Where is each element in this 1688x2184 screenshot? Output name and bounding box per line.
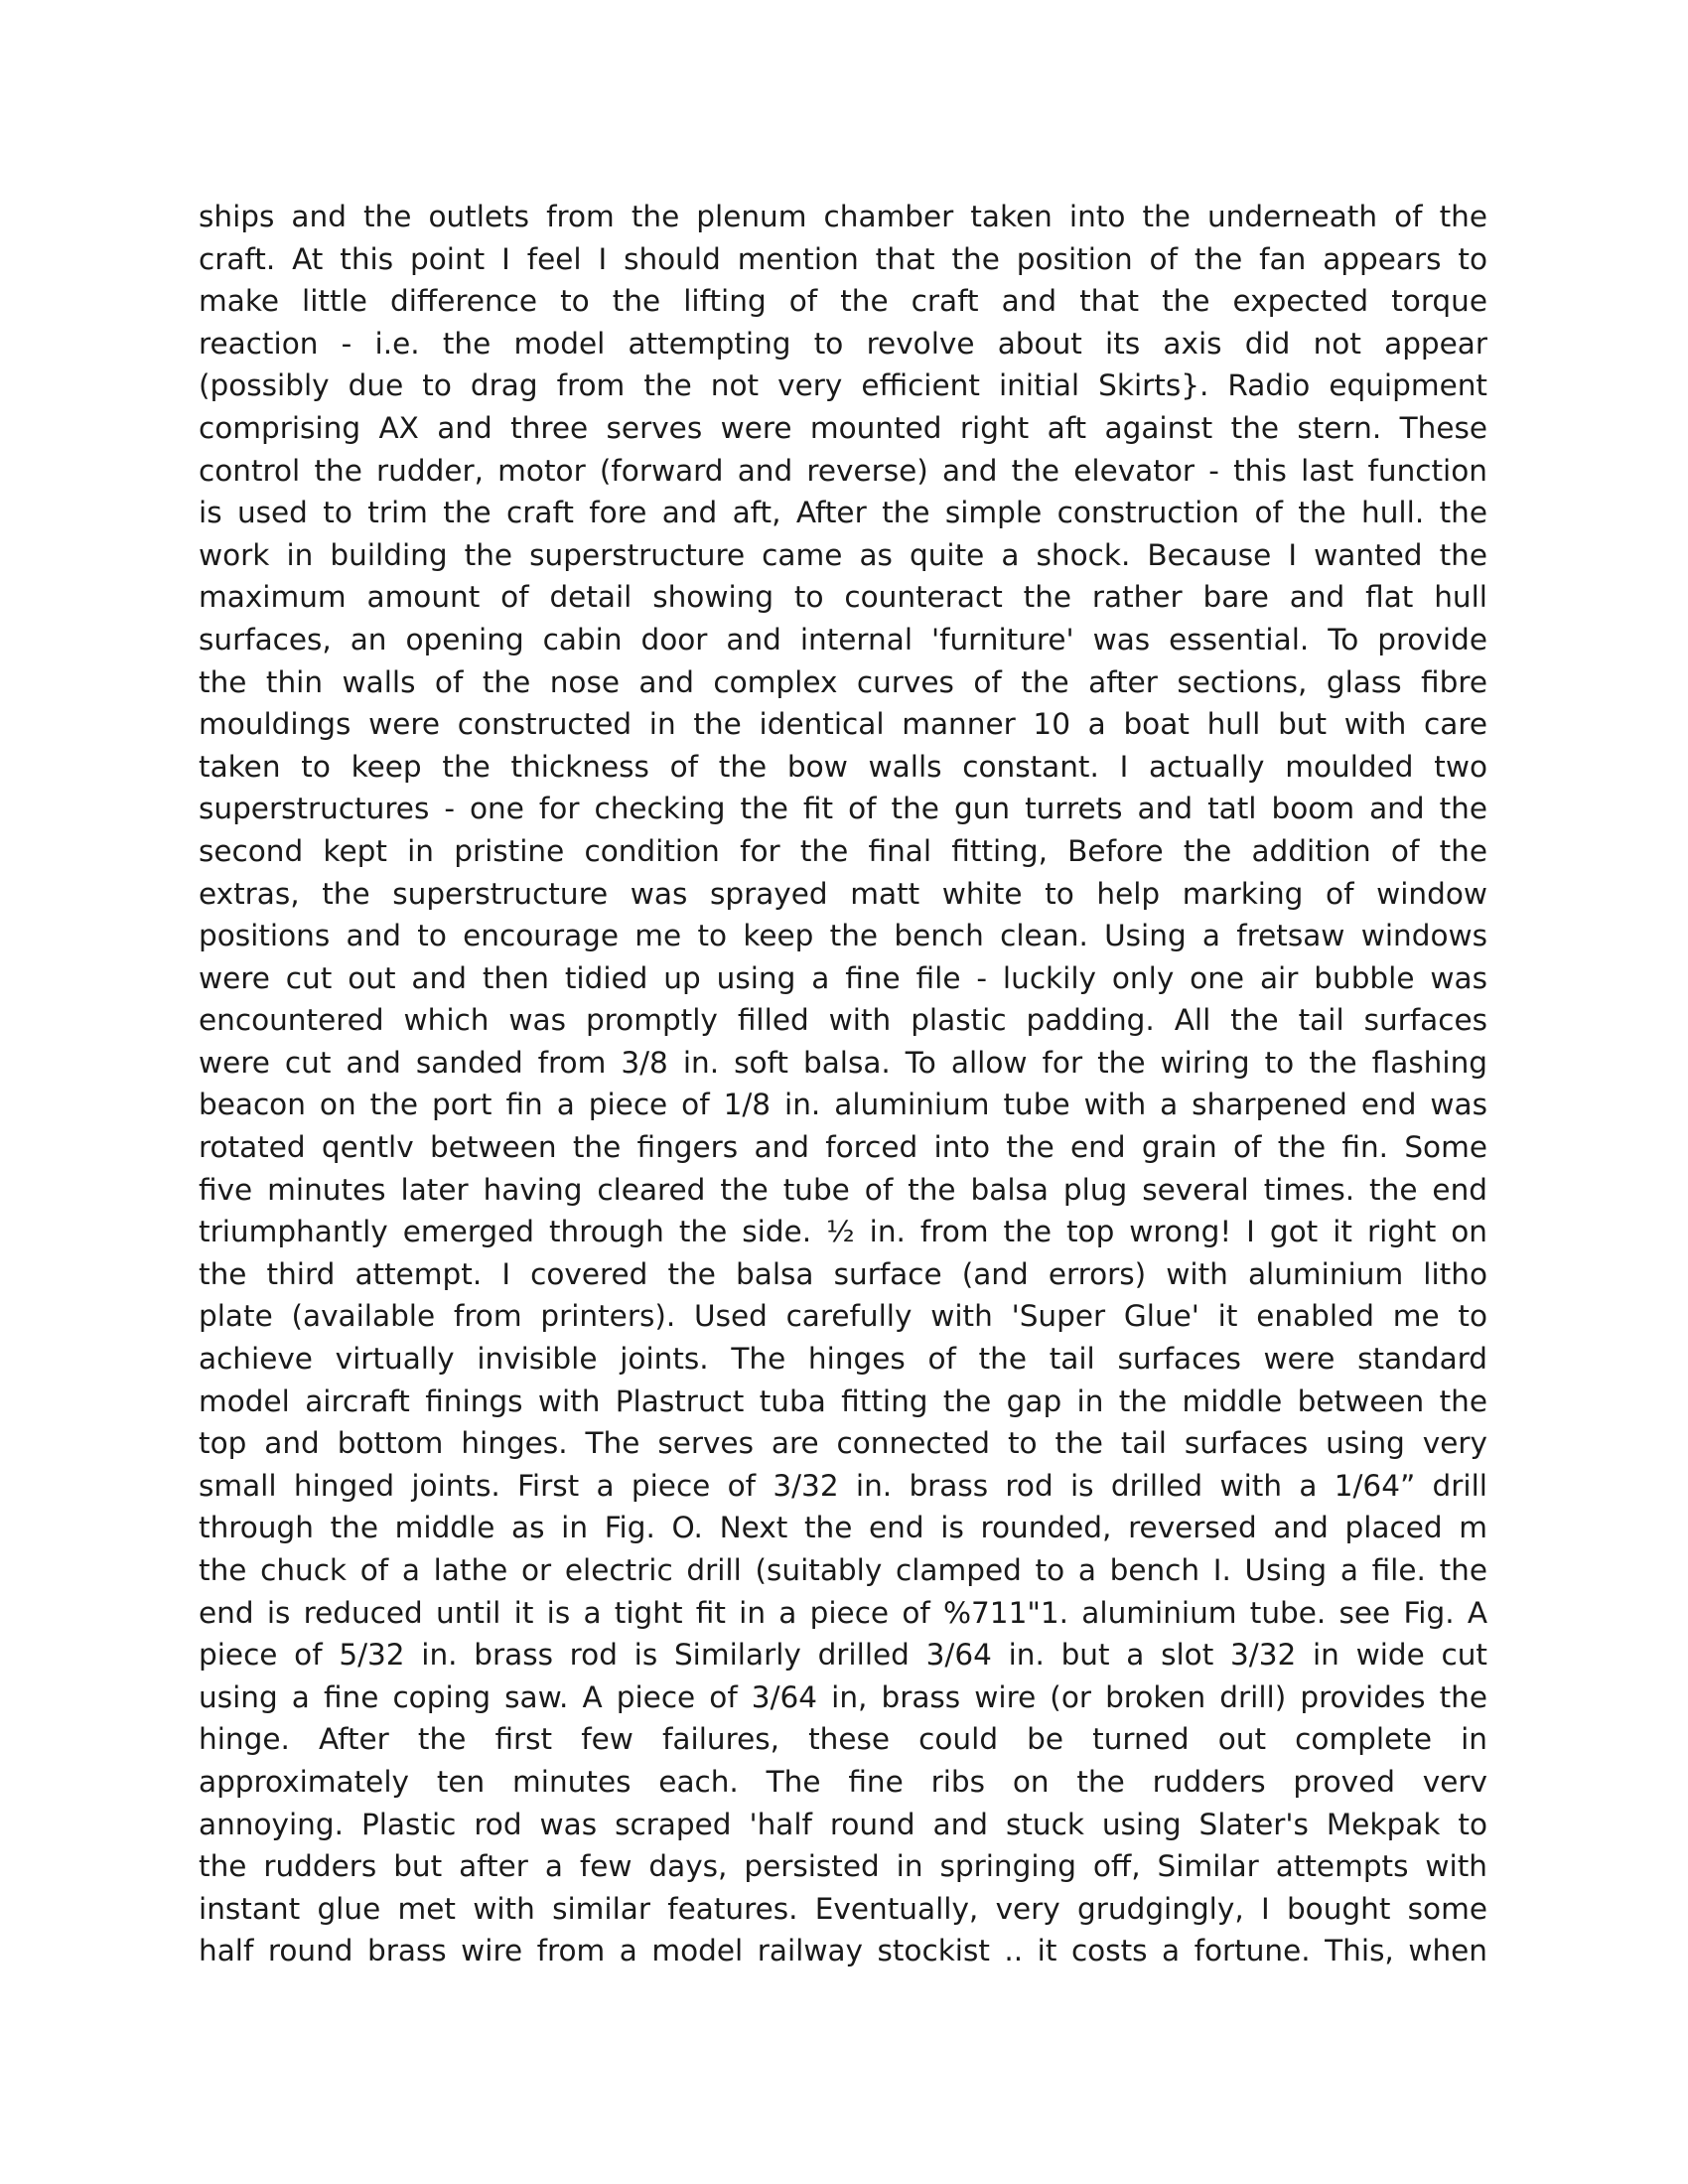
text-line: taken to keep the thickness of the bow walls constant. I actually moulded two [199,749,1487,784]
text-line: half round brass wire from a model railway stockist .. it costs a fortune. This, when [199,1934,1487,1968]
text-line: mouldings were constructed in the identical manner 10 a boat hull but with care [199,707,1487,742]
text-line: the third attempt. I covered the balsa surface (and errors) with aluminium litho [199,1256,1487,1291]
text-line: maximum amount of detail showing to counteract the rather bare and flat hull [199,580,1487,615]
text-line: positions and to encourage me to keep the bench clean. Using a fretsaw windows [199,919,1487,953]
text-line: the chuck of a lathe or electric drill (suitably clamped to a bench I. Using a file. the [199,1553,1487,1587]
text-line: (possibly due to drag from the not very efficient initial Skirts}. Radio equipment [199,368,1487,403]
text-line: second kept in pristine condition for the final fitting, Before the addition of the [199,833,1487,868]
text-line: craft. At this point I feel I should mention that the position of the fan appears to [199,241,1487,276]
text-line: were cut and sanded from 3/8 in. soft balsa. To allow for the wiring to the flashing [199,1045,1487,1080]
text-line: triumphantly emerged through the side. ½ in. from the top wrong! I got it right on [199,1215,1487,1249]
text-line: reaction - i.e. the model attempting to revolve about its axis did not appear [199,326,1487,361]
text-line: work in building the superstructure came as quite a shock. Because I wanted the [199,537,1487,572]
text-line: instant glue met with similar features. Eventually, very grudgingly, I bought some [199,1891,1487,1926]
text-line: the rudders but after a few days, persisted in springing off, Similar attempts with [199,1849,1487,1884]
text-line: were cut out and then tidied up using a fine file - luckily only one air bubble was [199,960,1487,995]
body-text [199,196,1487,1972]
text-line: encountered which was promptly filled with plastic padding. All the tail surfaces [199,1003,1487,1038]
text-line: make little difference to the lifting of the craft and that the expected torque [199,284,1487,319]
text-line: annoying. Plastic rod was scraped 'half round and stuck using Slater's Mekpak to [199,1807,1487,1841]
text-line: is used to trim the craft fore and aft, After the simple construction of the hull. the [199,496,1487,530]
text-line: rotated qentlv between the fingers and forced into the end grain of the fin. Some [199,1130,1487,1165]
text-line: surfaces, an opening cabin door and internal 'furniture' was essential. To provide [199,622,1487,656]
text-line: beacon on the port fin a piece of 1/8 in. aluminium tube with a sharpened end was [199,1088,1487,1122]
text-line: five minutes later having cleared the tube of the balsa plug several times. the end [199,1172,1487,1207]
text-line: superstructures - one for checking the fit of the gun turrets and tatl boom and the [199,792,1487,826]
text-line: model aircraft finings with Plastruct tuba fitting the gap in the middle between the [199,1383,1487,1418]
text-line: plate (available from printers). Used carefully with 'Super Glue' it enabled me to [199,1299,1487,1334]
text-line: through the middle as in Fig. O. Next the end is rounded, reversed and placed m [199,1511,1487,1545]
text-line: achieve virtually invisible joints. The hinges of the tail surfaces were standard [199,1342,1487,1377]
text-line: approximately ten minutes each. The fine ribs on the rudders proved verv [199,1764,1487,1799]
text-line: control the rudder, motor (forward and reverse) and the elevator - this last function [199,453,1487,488]
text-line: small hinged joints. First a piece of 3/32 in. brass rod is drilled with a 1/64” drill [199,1468,1487,1503]
text-line: ships and the outlets from the plenum chamber taken into the underneath of the [199,200,1487,233]
text-line: piece of 5/32 in. brass rod is Similarly drilled 3/64 in. but a slot 3/32 in wide cut [199,1638,1487,1673]
text-line: comprising AX and three serves were mounted right aft against the stern. These [199,410,1487,445]
text-line: end is reduced until it is a tight fit in a piece of %711"1. aluminium tube. see Fig. A [199,1595,1487,1630]
text-line: hinge. After the first few failures, these could be turned out complete in [199,1722,1487,1757]
text-line: extras, the superstructure was sprayed matt white to help marking of window [199,876,1487,911]
text-line: using a fine coping saw. A piece of 3/64 in, brass wire (or broken drill) provides the [199,1679,1487,1714]
text-line: the thin walls of the nose and complex curves of the after sections, glass fibre [199,664,1487,699]
text-line: top and bottom hinges. The serves are connected to the tail surfaces using very [199,1426,1487,1461]
